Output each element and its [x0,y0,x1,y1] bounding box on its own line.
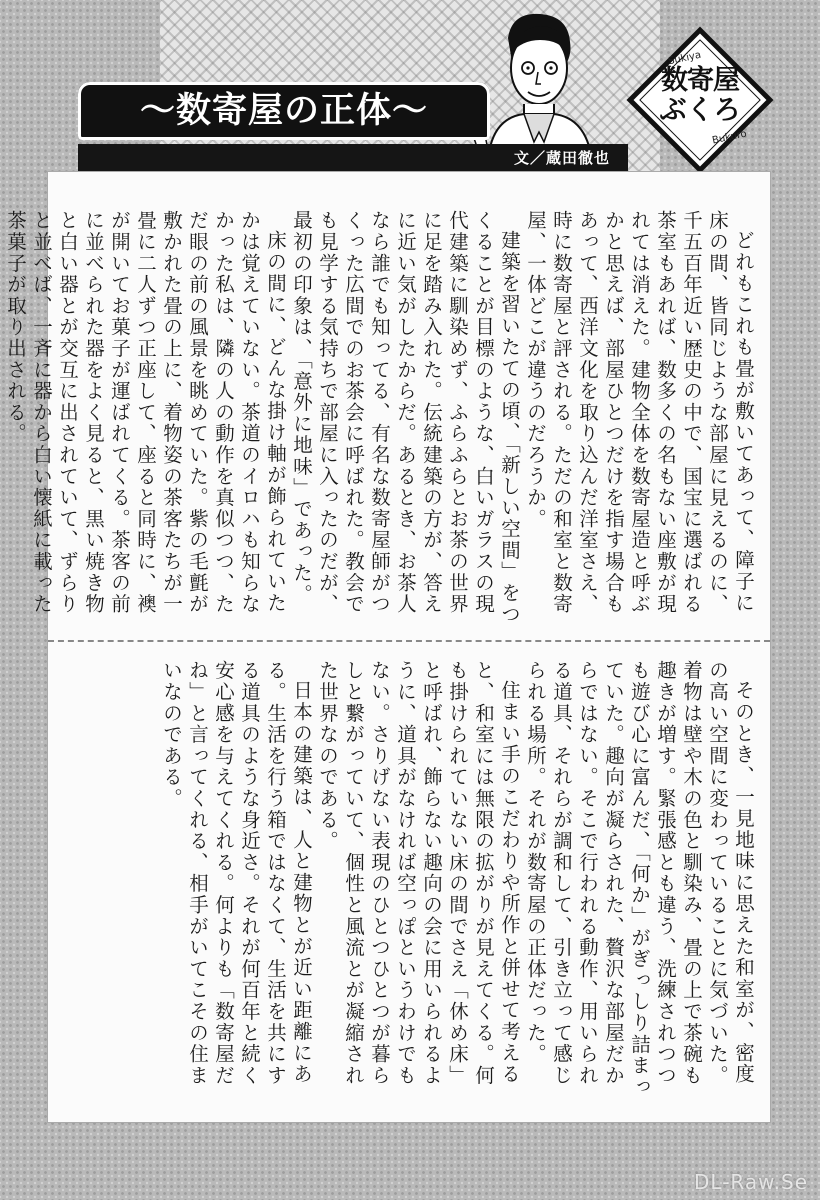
article-title: 〜数寄屋の正体〜 [139,91,428,131]
paragraph: 床の間に、どんな掛け軸が飾られていたかは覚えていない。茶道のイロハも知らなかった私は、隣の人の動作を真似つつ、ただ眼の前の風景を眺めていた。紫の毛氈が敷かれた畳の上に、着物姿の茶客たちが一畳に二人ずつ正座して、座ると同時に、襖が開いてお菓子が運ばれてくる。茶客の前に並べられた器をよく見ると、黒い焼き物と白い器とが交互に出されていて、ずらりと並べば、一斉に器から白い懐紙に載った茶菓子が取り出される。 [4,210,287,615]
watermark: DL-Raw.Se [694,1170,808,1194]
logo-english-bottom: Bukuro [711,128,748,147]
author-byline: 文／蔵田徹也 [513,149,610,167]
logo-main-text: 数寄屋 [661,65,739,96]
article-lower-tier [136,660,756,1100]
section-divider [48,640,770,642]
title-banner [78,82,490,140]
logo-sub-text: ぶくろ [659,95,741,126]
article-upper-tier [4,210,756,630]
paragraph: そのとき、一見地味に思えた和室が、密度の高い空間に変わっていることに気づいた。着物は壁や木の色と馴染み、畳の上で茶碗も趣きが増す。緊張感とも違う、洗練されつつも遊び心に富んだ、「何か」がぎっしり詰まっていた。趣向が凝らされた、贅沢な部屋だからではない。そこで行われる動作、用いられる道具、それらが調和して、引き立って感じられる場所。それが数寄屋の正体だった。 [524,660,755,1098]
series-logo [620,20,780,180]
paragraph: どれもこれも畳が敷いてあって、障子に床の間、皆同じような部屋に見えるのに、千五百年近い歴史の中で、国宝に選ばれる茶室もあれば、数多くの名もない座敷が現れては消えた。建物全体を数寄屋造と呼ぶかと思えば、部屋ひとつだけを指す場合もあって、西洋文化を取り込んだ洋室さえ、時に数寄屋と評される。ただの和室と数寄屋、一体どこが違うのだろうか。 [524,210,755,615]
paragraph: 日本の建築は、人と建物とが近い距離にある。生活を行う箱ではなくて、生活を共にする道具のような身近さ。それが何百年と続く安心感を与えてくれる。何よりも「数寄屋だね」と言ってくれる、相手がいてこその住まいなのである。 [160,660,313,1086]
logo-english-top: Sukiya [667,49,703,68]
paragraph: 建築を習いたての頃、「新しい空間」をつくることが目標のような、白いガラスの現代建築に馴染めず、ふらふらとお茶の世界に足を踏み入れた。伝統建築の方が、答えに近い気がしたからだ。あるとき、お茶人なら誰でも知ってる、有名な数寄屋師がつくった広間でのお茶会に呼ばれた。教会でも見学する気持ちで部屋に入ったのだが、最初の印象は、「意外に地味」であった。 [290,210,521,625]
paragraph: 住まい手のこだわりや所作と併せて考えると、和室には無限の拡がりが見えてくる。何も掛けられていない床の間でさえ「休め床」と呼ばれ、飾らない趣向の会に用いられるように、道具がなければ空っぽというわけでもない。さりげない表現のひとつひとつが暮らしと繋がっていて、個性と風流とが凝縮された世界なのである。 [316,660,521,1086]
byline-bar [78,144,628,172]
